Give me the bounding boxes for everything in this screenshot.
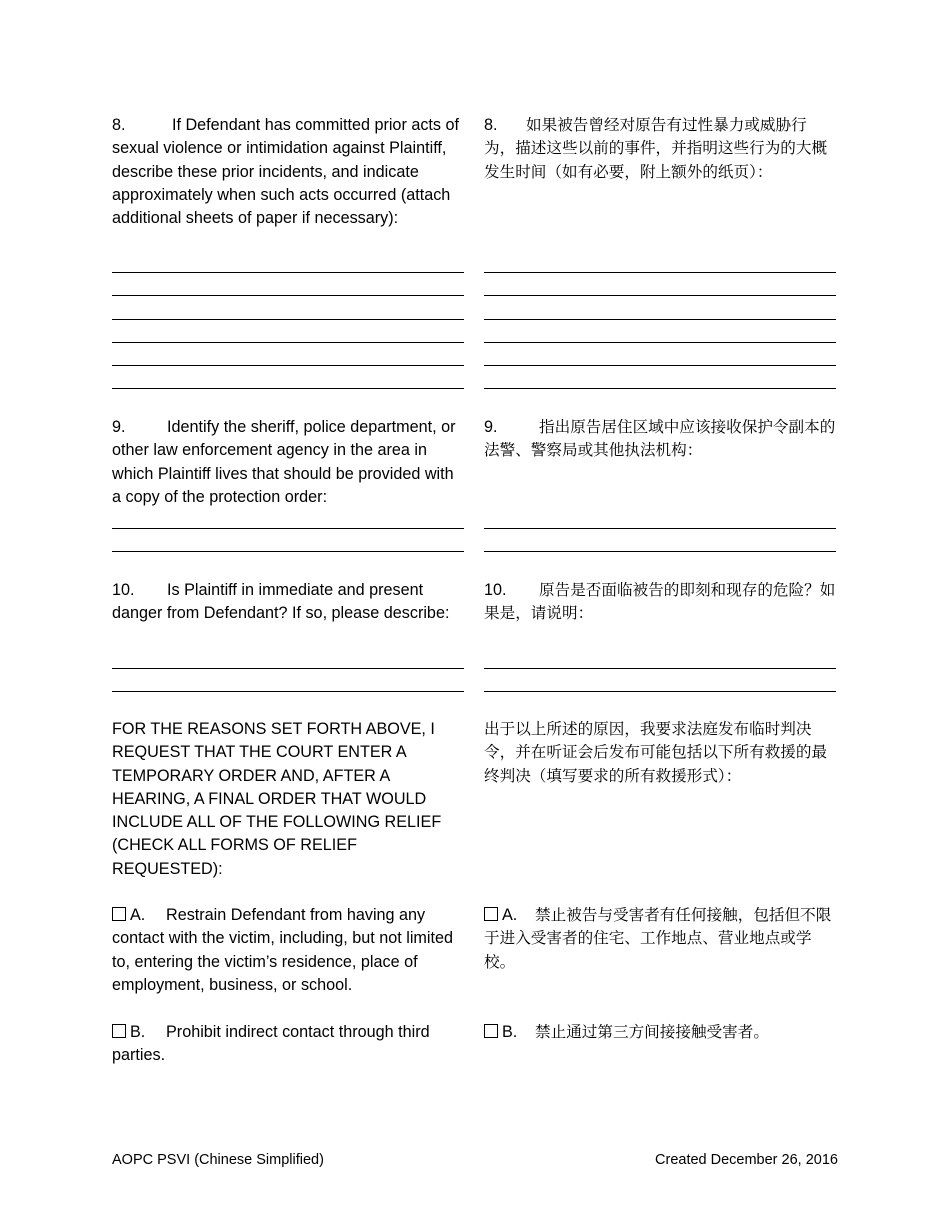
answer-lines-10-english[interactable] <box>112 646 464 692</box>
answer-lines-8-chinese[interactable] <box>484 250 836 389</box>
relief-a-checkbox[interactable] <box>484 907 498 921</box>
relief-letter: A. <box>502 906 518 924</box>
relief-b-chinese <box>484 1021 837 1044</box>
item-8-english <box>112 114 465 230</box>
request-paragraph-english: FOR THE REASONS SET FORTH ABOVE, I REQUEST THAT THE COURT ENTER A TEMPORARY ORDER AND, AFTER A HEARING, A FINAL ORDER THAT WOULD INCLUDE ALL OF THE FOLLOWING RELIEF (CHECK ALL FORMS OF RELIEF REQUESTED): <box>112 720 442 878</box>
footer-created-date: Created December 26, 2016 <box>655 1152 838 1168</box>
item-10-english <box>112 579 465 626</box>
footer-form-id: AOPC PSVI (Chinese Simplified) <box>112 1152 324 1168</box>
item-number: 8. <box>112 116 126 134</box>
answer-lines-9-english[interactable] <box>112 506 464 552</box>
item-number: 9. <box>484 418 498 436</box>
relief-text: 禁止被告与受害者有任何接触，包括但不限于进入受害者的住宅、工作地点、营业地点或学校。 <box>484 906 832 971</box>
relief-a-chinese <box>484 904 837 974</box>
item-text: Identify the sheriff, police department, or other law enforcement agency in the area in which Plaintiff lives that should be provided with a copy of the protection order: <box>112 418 456 506</box>
item-text: If Defendant has committed prior acts of sexual violence or intimidation against Plaintiff, describe these prior incidents, and indicate approximately when such acts occurred (attach additional sheets of paper if necessary): <box>112 116 460 228</box>
relief-text: Restrain Defendant from having any contact with the victim, including, but not limited to, entering the victim’s residence, place of employment, business, or school. <box>112 906 453 994</box>
item-9-chinese <box>484 416 837 463</box>
item-text: Is Plaintiff in immediate and present danger from Defendant? If so, please describe: <box>112 581 450 623</box>
relief-letter: B. <box>130 1023 146 1041</box>
relief-a-checkbox[interactable] <box>112 907 126 921</box>
request-paragraph-chinese: 出于以上所述的原因，我要求法庭发布临时判决令，并在听证会后发布可能包括以下所有救援的最终判决（填写要求的所有救援形式）： <box>484 720 828 785</box>
relief-letter: A. <box>130 906 146 924</box>
item-text: 原告是否面临被告的即刻和现存的危险？如果是，请说明： <box>484 581 836 623</box>
item-10-chinese <box>484 579 837 626</box>
answer-lines-10-chinese[interactable] <box>484 646 836 692</box>
item-number: 10. <box>112 581 135 599</box>
relief-b-checkbox[interactable] <box>112 1024 126 1038</box>
item-number: 8. <box>484 116 498 134</box>
answer-lines-8-english[interactable] <box>112 250 464 389</box>
answer-lines-9-chinese[interactable] <box>484 506 836 552</box>
item-number: 10. <box>484 581 507 599</box>
item-text: 指出原告居住区域中应该接收保护令副本的法警、警察局或其他执法机构： <box>484 418 836 460</box>
relief-text: Prohibit indirect contact through third parties. <box>112 1023 430 1065</box>
item-text: 如果被告曾经对原告有过性暴力或威胁行为，描述这些以前的事件，并指明这些行为的大概发生时间（如有必要，附上额外的纸页）： <box>484 116 828 181</box>
item-number: 9. <box>112 418 126 436</box>
item-8-chinese <box>484 114 837 184</box>
relief-letter: B. <box>502 1023 518 1041</box>
relief-b-checkbox[interactable] <box>484 1024 498 1038</box>
relief-b-english <box>112 1021 465 1068</box>
relief-text: 禁止通过第三方间接接触受害者。 <box>535 1023 769 1041</box>
relief-a-english <box>112 904 465 997</box>
item-9-english <box>112 416 465 509</box>
